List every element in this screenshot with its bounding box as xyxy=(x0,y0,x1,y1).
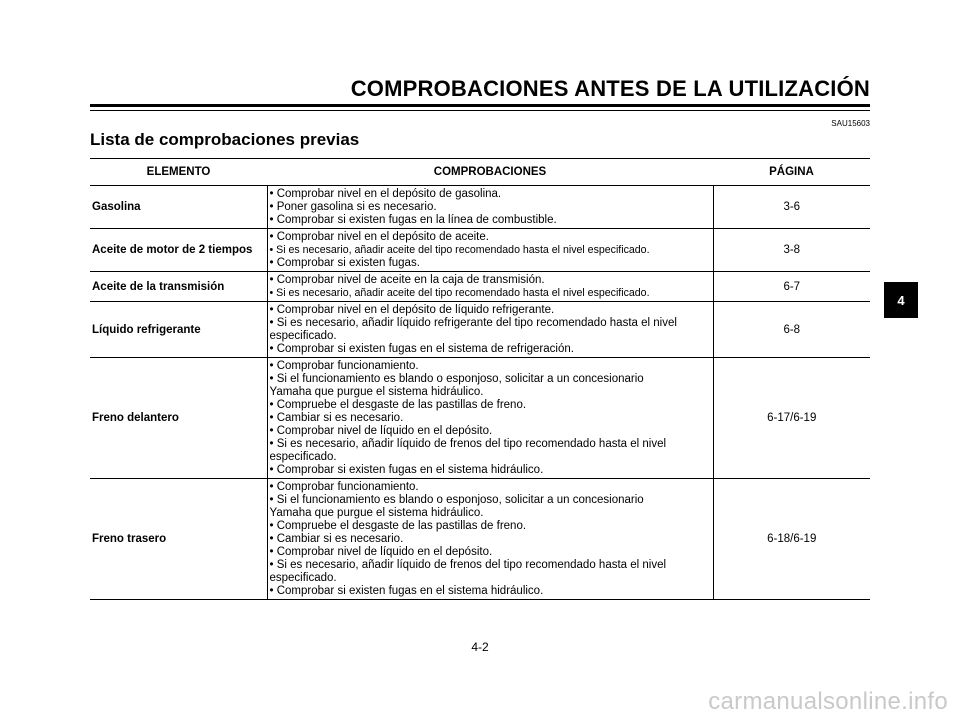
chapter-tab-label: 4 xyxy=(897,292,905,308)
check-line: • Comprobar nivel en el depósito de aceite. xyxy=(269,231,489,243)
row-item: Gasolina xyxy=(90,186,267,229)
row-page: 6-7 xyxy=(713,272,870,302)
check-line: especificado. xyxy=(269,330,337,342)
check-line: • Comprobar si existen fugas en la línea de combustible. xyxy=(269,214,557,226)
check-line: • Comprobar si existen fugas en el sistema hidráulico. xyxy=(269,464,544,476)
header-rule-thin xyxy=(90,110,870,111)
check-line: • Si es necesario, añadir aceite del tipo recomendado hasta el nivel especificado. xyxy=(269,244,650,256)
check-line: • Comprobar nivel de líquido en el depósito. xyxy=(269,425,493,437)
row-checks xyxy=(267,186,713,229)
check-line: • Comprobar si existen fugas en el sistema de refrigeración. xyxy=(269,343,574,355)
row-page: 6-17/6-19 xyxy=(713,358,870,479)
check-line: Yamaha que purgue el sistema hidráulico. xyxy=(269,507,484,519)
table-row xyxy=(90,229,870,272)
page-number: 4-2 xyxy=(471,640,489,654)
row-item: Líquido refrigerante xyxy=(90,302,267,358)
row-checks xyxy=(267,479,713,600)
row-checks xyxy=(267,272,713,302)
check-line: • Comprobar nivel de aceite en la caja de transmisión. xyxy=(269,274,545,286)
chapter-title: COMPROBACIONES ANTES DE LA UTILIZACIÓN xyxy=(350,76,870,101)
checklist-table xyxy=(90,158,870,600)
check-line: • Comprobar si existen fugas en el sistema hidráulico. xyxy=(269,585,544,597)
check-line: • Si es necesario, añadir aceite del tipo recomendado hasta el nivel especificado. xyxy=(269,287,650,299)
row-checks xyxy=(267,229,713,272)
header-page: PÁGINA xyxy=(713,159,870,186)
row-item: Freno trasero xyxy=(90,479,267,600)
row-page: 3-6 xyxy=(713,186,870,229)
table-row xyxy=(90,302,870,358)
check-line: especificado. xyxy=(269,572,337,584)
header-rule-thick xyxy=(90,104,870,107)
check-line: Yamaha que purgue el sistema hidráulico. xyxy=(269,386,484,398)
check-line: • Si el funcionamiento es blando o esponjoso, solicitar a un concesionario xyxy=(269,494,644,506)
table-row xyxy=(90,186,870,229)
table-row xyxy=(90,272,870,302)
check-line: • Si el funcionamiento es blando o esponjoso, solicitar a un concesionario xyxy=(269,373,644,385)
check-line: • Cambiar si es necesario. xyxy=(269,533,404,545)
check-line: • Poner gasolina si es necesario. xyxy=(269,201,437,213)
check-line: • Cambiar si es necesario. xyxy=(269,412,404,424)
check-line: • Comprobar funcionamiento. xyxy=(269,360,419,372)
row-checks xyxy=(267,302,713,358)
table-header-row xyxy=(90,159,870,186)
row-page: 6-18/6-19 xyxy=(713,479,870,600)
check-line: • Comprobar funcionamiento. xyxy=(269,481,419,493)
row-item: Aceite de la transmisión xyxy=(90,272,267,302)
row-page: 3-8 xyxy=(713,229,870,272)
chapter-tab xyxy=(884,282,918,318)
check-line: especificado. xyxy=(269,451,337,463)
section-title: Lista de comprobaciones previas xyxy=(90,130,360,149)
section-code: SAU15603 xyxy=(831,119,870,128)
table-row xyxy=(90,479,870,600)
row-page: 6-8 xyxy=(713,302,870,358)
check-line: • Si es necesario, añadir líquido de frenos del tipo recomendado hasta el nivel xyxy=(269,559,667,571)
check-line: • Comprobar nivel de líquido en el depósito. xyxy=(269,546,493,558)
check-line: • Compruebe el desgaste de las pastillas de freno. xyxy=(269,520,527,532)
header-checks: COMPROBACIONES xyxy=(267,159,713,186)
header-item: ELEMENTO xyxy=(90,159,267,186)
watermark: carmanualsonline.info xyxy=(708,688,948,715)
table-row xyxy=(90,358,870,479)
check-line: • Compruebe el desgaste de las pastillas de freno. xyxy=(269,399,527,411)
check-line: • Si es necesario, añadir líquido refrigerante del tipo recomendado hasta el nivel xyxy=(269,317,677,329)
row-checks xyxy=(267,358,713,479)
check-line: • Comprobar si existen fugas. xyxy=(269,257,420,269)
row-item: Aceite de motor de 2 tiempos xyxy=(90,229,267,272)
check-line: • Si es necesario, añadir líquido de frenos del tipo recomendado hasta el nivel xyxy=(269,438,667,450)
check-line: • Comprobar nivel en el depósito de líquido refrigerante. xyxy=(269,304,555,316)
check-line: • Comprobar nivel en el depósito de gasolina. xyxy=(269,188,502,200)
row-item: Freno delantero xyxy=(90,358,267,479)
